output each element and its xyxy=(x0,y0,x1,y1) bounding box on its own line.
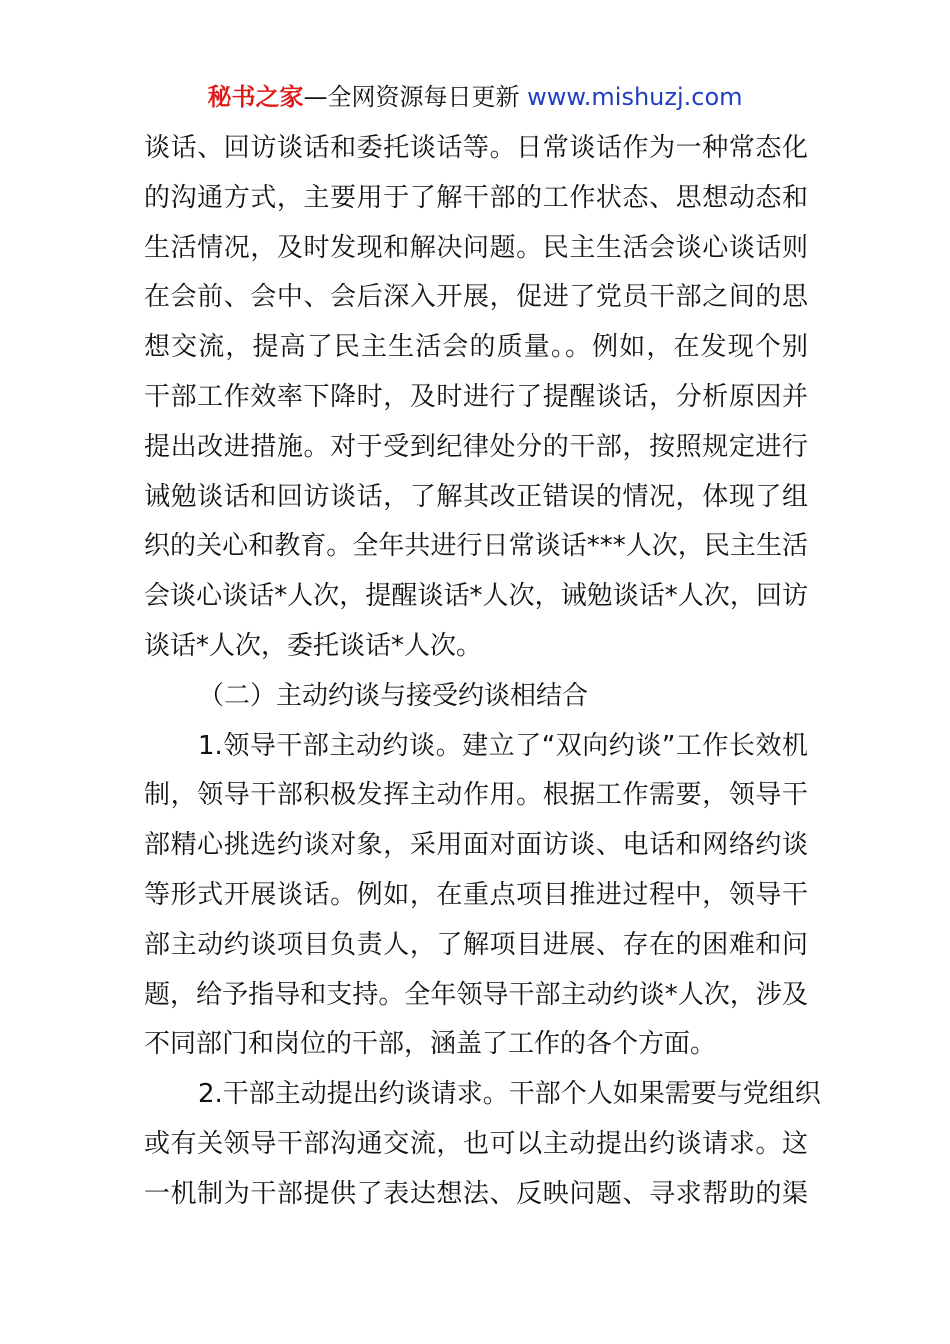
text-line: 谈话*人次，委托谈话*人次。 xyxy=(144,630,483,661)
text-line: 干部工作效率下降时，及时进行了提醒谈话，分析原因并 xyxy=(144,381,808,412)
text-line: 生活情况，及时发现和解决问题。民主生活会谈心谈话则 xyxy=(144,232,808,263)
text-line: 制，领导干部积极发挥主动作用。根据工作需要，领导干 xyxy=(144,780,808,811)
text-line: 1.领导干部主动约谈。建立了“双向约谈”工作长效机 xyxy=(198,730,808,761)
text-line: 谈话、回访谈话和委托谈话等。日常谈话作为一种常态化 xyxy=(144,133,808,163)
header-tagline: —全网资源每日更新 xyxy=(303,83,528,111)
text-line: 2.干部主动提出约谈请求。干部个人如果需要与党组织 xyxy=(198,1079,821,1110)
text-line: 部精心挑选约谈对象，采用面对面访谈、电话和网络约谈 xyxy=(144,830,808,861)
text-line: 会谈心谈话*人次，提醒谈话*人次，诫勉谈话*人次，回访 xyxy=(144,581,808,612)
text-line: （二）主动约谈与接受约谈相结合 xyxy=(198,680,589,711)
site-header xyxy=(0,80,950,114)
text-line: 或有关领导干部沟通交流，也可以主动提出约谈请求。这 xyxy=(144,1128,808,1159)
brand-name: 秘书之家 xyxy=(207,83,304,111)
text-line: 不同部门和岗位的干部，涵盖了工作的各个方面。 xyxy=(144,1029,717,1060)
text-line: 在会前、会中、会后深入开展，促进了党员干部之间的思 xyxy=(144,282,808,313)
text-line: 提出改进措施。对于受到纪律处分的干部，按照规定进行 xyxy=(144,431,808,462)
text-line: 题，给予指导和支持。全年领导干部主动约谈*人次，涉及 xyxy=(144,979,808,1010)
text-line: 诫勉谈话和回访谈话，了解其改正错误的情况，体现了组 xyxy=(144,481,808,512)
site-url-link[interactable]: www.mishuzj.com xyxy=(527,83,743,111)
text-line: 织的关心和教育。全年共进行日常谈话***人次，民主生活 xyxy=(144,531,808,562)
text-line: 的沟通方式，主要用于了解干部的工作状态、思想动态和 xyxy=(144,182,808,213)
text-line: 等形式开展谈话。例如，在重点项目推进过程中，领导干 xyxy=(144,879,808,910)
document-body xyxy=(144,124,821,1220)
text-line: 部主动约谈项目负责人，了解项目进展、存在的困难和问 xyxy=(144,929,808,960)
text-line: 一机制为干部提供了表达想法、反映问题、寻求帮助的渠 xyxy=(144,1178,808,1209)
text-line: 想交流，提高了民主生活会的质量。。例如，在发现个别 xyxy=(144,332,808,363)
